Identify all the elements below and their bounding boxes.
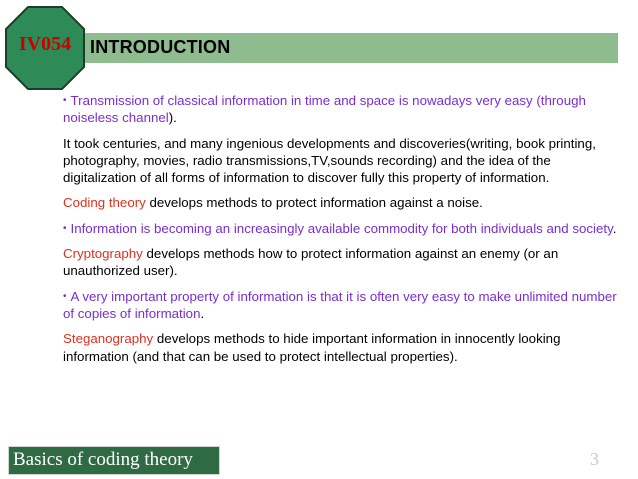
text: develops methods how to protect information against an enemy (or an unauthorized user).	[63, 246, 559, 279]
page-number: 3	[590, 449, 599, 469]
paragraph-5	[63, 245, 621, 280]
footer-label: Basics of coding theory	[13, 449, 193, 470]
term-cryptography: Cryptography	[63, 246, 143, 262]
term-steganography: Steganography	[63, 331, 154, 347]
course-code: IV054	[18, 33, 72, 55]
bullet-icon: •	[63, 222, 67, 234]
highlight-text: Information is becoming an increasingly available commodity for both individuals and society	[70, 220, 613, 236]
text: develops methods to protect information against a noise.	[145, 195, 483, 211]
slide-body	[63, 92, 621, 373]
paragraph-4	[63, 220, 621, 237]
text: ).	[168, 110, 177, 126]
text: .	[200, 305, 205, 321]
slide-title: INTRODUCTION	[90, 37, 231, 57]
paragraph-3	[63, 194, 621, 211]
text: .	[612, 220, 617, 236]
highlight-text: A very important property of information is that it is often very easy to make unlimited number of copies of information	[63, 288, 617, 321]
bullet-icon: •	[63, 95, 67, 106]
paragraph-1	[63, 92, 621, 127]
text: develops methods to hide important information in innocently looking information (and that can be used to protect intellectual properties).	[63, 331, 561, 364]
bullet-icon: •	[63, 290, 67, 302]
paragraph-6	[63, 288, 621, 323]
term-coding-theory: Coding theory	[63, 195, 146, 211]
paragraph-7	[63, 330, 621, 365]
highlight-text: Transmission of classical information in time and space is nowadays very easy (through noiseless channel	[63, 93, 586, 126]
paragraph-2: It took centuries, and many ingenious developments and discoveries(writing, book printing, photography, movies, radio transmissions,TV,sounds recording) and the idea of the digitalization of all forms of information to discover fully this property of information.	[63, 135, 596, 186]
